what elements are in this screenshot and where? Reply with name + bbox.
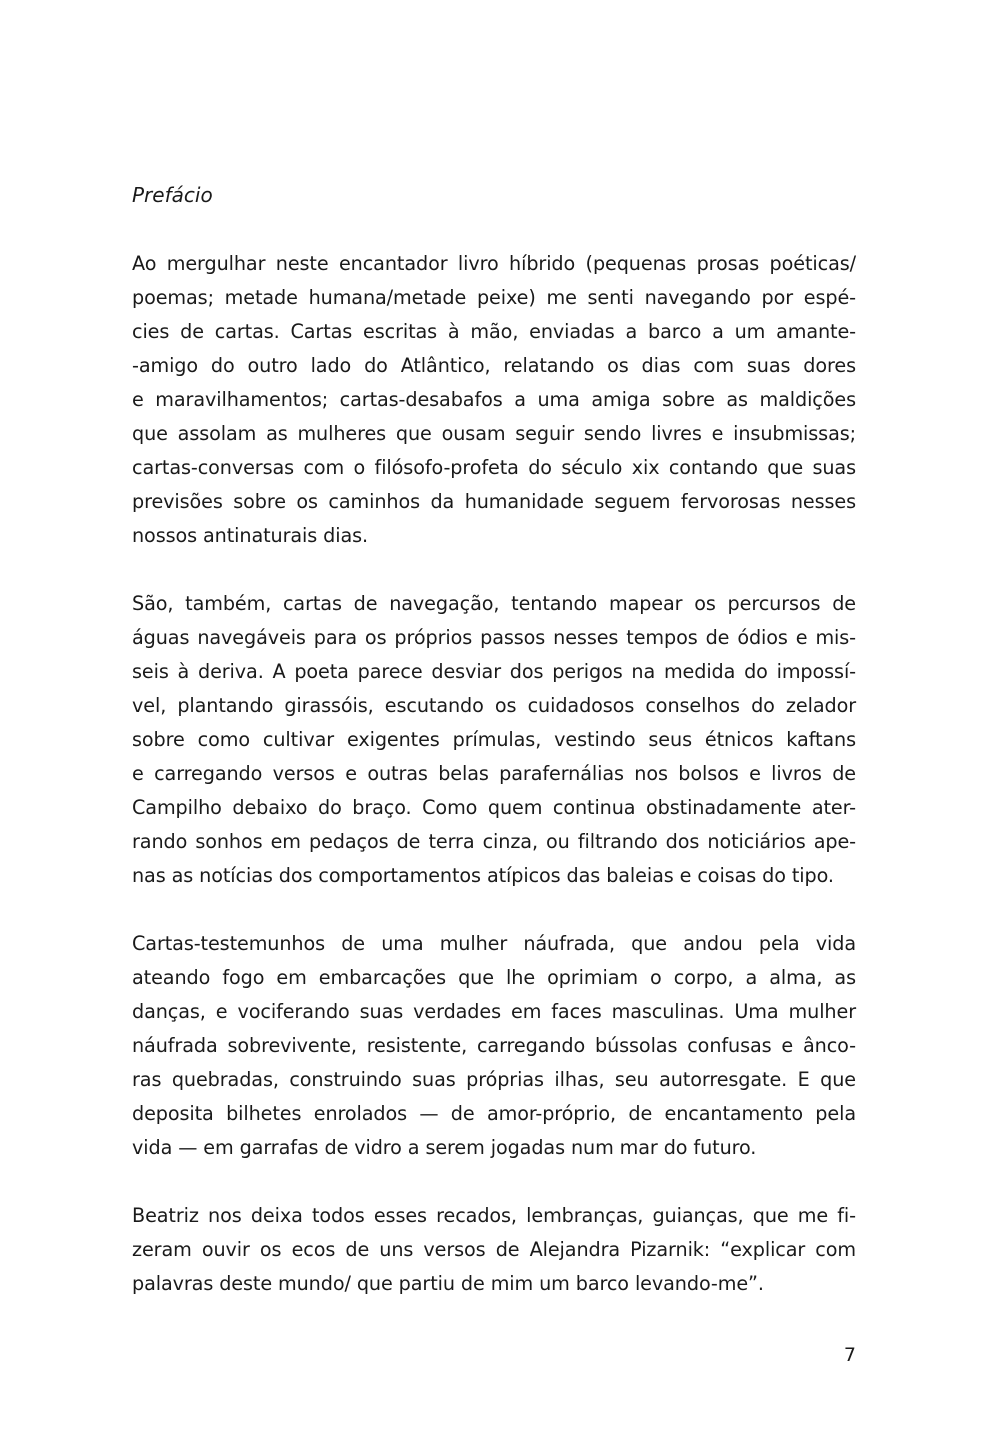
paragraph-line: sobre como cultivar exigentes prímulas, vestindo seus étnicos kaftans: [132, 728, 856, 751]
paragraph-line: que assolam as mulheres que ousam seguir sendo livres e insubmissas;: [132, 422, 856, 445]
paragraph-line: Campilho debaixo do braço. Como quem continua obstinadamente ater-: [132, 796, 856, 819]
paragraph-line: ras quebradas, construindo suas próprias ilhas, seu autorresgate. E que: [132, 1068, 856, 1091]
chapter-title: Prefácio: [132, 183, 213, 207]
page-number: 7: [843, 1344, 856, 1366]
paragraph-line: previsões sobre os caminhos da humanidade seguem fervorosas nesses: [132, 490, 856, 513]
paragraph-line: nossos antinaturais dias.: [132, 524, 369, 547]
paragraph-line: danças, e vociferando suas verdades em faces masculinas. Uma mulher: [132, 1000, 856, 1023]
paragraph-line: zeram ouvir os ecos de uns versos de Alejandra Pizarnik: “explicar com: [132, 1238, 856, 1261]
paragraph-3: [132, 927, 856, 1165]
paragraph-line: São, também, cartas de navegação, tentando mapear os percursos de: [132, 592, 856, 615]
paragraph-line: deposita bilhetes enrolados — de amor-próprio, de encantamento pela: [132, 1102, 856, 1125]
paragraph-line: nas as notícias dos comportamentos atípicos das baleias e coisas do tipo.: [132, 864, 834, 887]
paragraph-line: -amigo do outro lado do Atlântico, relatando os dias com suas dores: [132, 354, 856, 377]
paragraph-line: águas navegáveis para os próprios passos nesses tempos de ódios e mis-: [132, 626, 856, 649]
paragraph-line: cartas-conversas com o filósofo-profeta do século xix contando que suas: [132, 456, 856, 479]
paragraph-1: [132, 247, 856, 553]
paragraph-4: [132, 1199, 856, 1301]
paragraph-line: palavras deste mundo/ que partiu de mim um barco levando-me”.: [132, 1272, 764, 1295]
paragraph-line: rando sonhos em pedaços de terra cinza, ou filtrando dos noticiários ape-: [132, 830, 856, 853]
paragraph-line: Cartas-testemunhos de uma mulher náufrada, que andou pela vida: [132, 932, 856, 955]
paragraph-line: cies de cartas. Cartas escritas à mão, enviadas a barco a um amante-: [132, 320, 856, 343]
paragraph-line: Ao mergulhar neste encantador livro híbrido (pequenas prosas poéticas/: [132, 252, 856, 275]
paragraph-line: seis à deriva. A poeta parece desviar dos perigos na medida do impossí-: [132, 660, 856, 683]
paragraph-line: vel, plantando girassóis, escutando os cuidadosos conselhos do zelador: [132, 694, 856, 717]
paragraph-line: e carregando versos e outras belas parafernálias nos bolsos e livros de: [132, 762, 856, 785]
paragraph-line: vida — em garrafas de vidro a serem jogadas num mar do futuro.: [132, 1136, 757, 1159]
paragraph-line: e maravilhamentos; cartas-desabafos a uma amiga sobre as maldições: [132, 388, 856, 411]
paragraph-2: [132, 587, 856, 893]
paragraph-line: poemas; metade humana/metade peixe) me senti navegando por espé-: [132, 286, 856, 309]
paragraph-line: ateando fogo em embarcações que lhe oprimiam o corpo, a alma, as: [132, 966, 856, 989]
paragraph-line: Beatriz nos deixa todos esses recados, lembranças, guianças, que me fi-: [132, 1204, 856, 1227]
paragraph-line: náufrada sobrevivente, resistente, carregando bússolas confusas e ânco-: [132, 1034, 856, 1057]
